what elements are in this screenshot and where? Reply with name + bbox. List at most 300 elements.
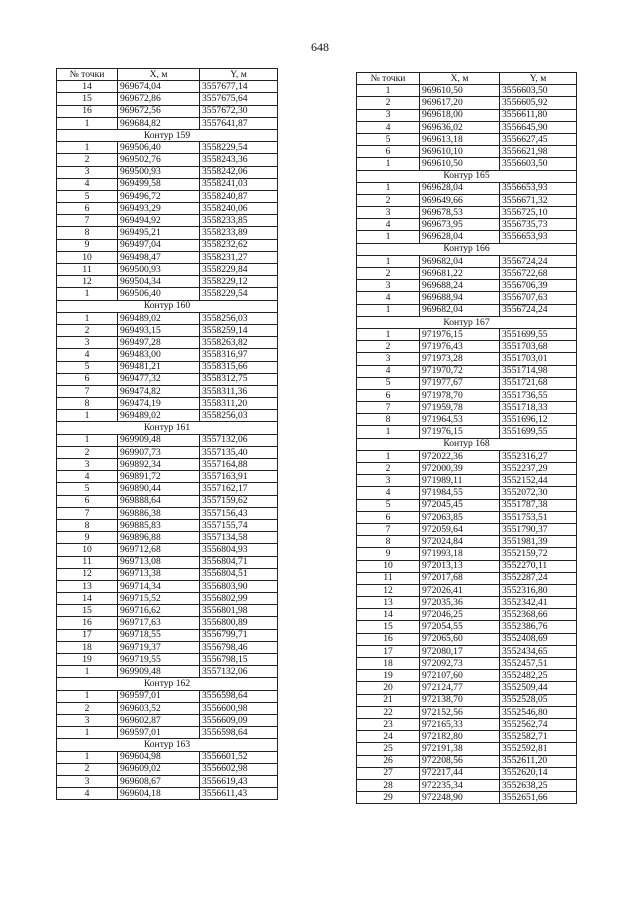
table-row (357, 328, 577, 340)
x-coordinate-cell: 969489,02 (118, 410, 200, 422)
table-row (357, 268, 577, 280)
point-number-cell: 12 (357, 584, 420, 596)
table-row (357, 706, 577, 718)
table-row (57, 105, 278, 117)
point-number-cell: 7 (357, 523, 420, 535)
x-coordinate-cell: 969892,34 (118, 459, 200, 471)
point-number-cell: 4 (357, 292, 420, 304)
x-coordinate-cell: 969506,40 (118, 142, 200, 154)
point-number-cell: 4 (357, 365, 420, 377)
x-coordinate-cell: 969681,22 (420, 268, 500, 280)
x-coordinate-cell: 969610,50 (420, 158, 500, 170)
table-row (357, 633, 577, 645)
x-coordinate-cell: 969617,20 (420, 97, 500, 109)
contour-heading-row (357, 438, 577, 450)
x-coordinate-cell: 969636,02 (420, 121, 500, 133)
y-coordinate-cell: 3551736,55 (500, 389, 577, 401)
point-number-cell: 6 (357, 389, 420, 401)
point-number-cell: 13 (57, 580, 118, 592)
table-row (357, 670, 577, 682)
point-number-cell: 18 (57, 641, 118, 653)
point-number-cell: 5 (357, 377, 420, 389)
table-row (57, 446, 278, 458)
x-coordinate-cell: 969483,00 (118, 349, 200, 361)
x-coordinate-cell: 969891,72 (118, 471, 200, 483)
point-number-cell: 2 (57, 324, 118, 336)
x-coordinate-cell: 971976,43 (420, 341, 500, 353)
x-coordinate-cell: 971978,70 (420, 389, 500, 401)
table-row (57, 203, 278, 215)
y-coordinate-cell: 3556653,93 (500, 182, 577, 194)
y-coordinate-cell: 3552546,80 (500, 706, 577, 718)
x-coordinate-cell: 972045,45 (420, 499, 500, 511)
x-coordinate-cell: 969907,73 (118, 446, 200, 458)
point-number-cell: 19 (357, 670, 420, 682)
point-number-cell: 3 (57, 166, 118, 178)
table-row (357, 682, 577, 694)
table-row (357, 621, 577, 633)
table-row (57, 166, 278, 178)
x-coordinate-cell: 969618,00 (420, 109, 500, 121)
point-number-cell: 1 (57, 142, 118, 154)
point-number-cell: 10 (357, 560, 420, 572)
y-coordinate-cell: 3556707,63 (500, 292, 577, 304)
x-coordinate-cell: 969489,02 (118, 312, 200, 324)
y-coordinate-cell: 3552482,25 (500, 670, 577, 682)
table-row (357, 377, 577, 389)
x-coordinate-cell: 969628,04 (420, 231, 500, 243)
x-coordinate-cell: 969628,04 (420, 182, 500, 194)
table-row (357, 609, 577, 621)
x-coordinate-cell: 969717,63 (118, 617, 200, 629)
y-coordinate-cell: 3558259,14 (200, 324, 278, 336)
table-row (57, 690, 278, 702)
x-coordinate-cell: 969719,37 (118, 641, 200, 653)
y-coordinate-cell: 3556798,15 (200, 654, 278, 666)
x-coordinate-cell: 969682,04 (420, 304, 500, 316)
table-row (57, 288, 278, 300)
x-coordinate-cell: 969597,01 (118, 690, 200, 702)
x-coordinate-cell: 971984,55 (420, 487, 500, 499)
point-number-cell: 8 (357, 414, 420, 426)
y-coordinate-cell: 3552386,76 (500, 621, 577, 633)
y-coordinate-cell: 3558240,87 (200, 190, 278, 202)
table-row (357, 414, 577, 426)
point-number-cell: 10 (57, 544, 118, 556)
y-coordinate-cell: 3551696,12 (500, 414, 577, 426)
y-coordinate-cell: 3556724,24 (500, 304, 577, 316)
y-coordinate-cell: 3558312,75 (200, 373, 278, 385)
point-number-cell: 18 (357, 658, 420, 670)
y-coordinate-cell: 3557164,88 (200, 459, 278, 471)
table-row (57, 519, 278, 531)
x-coordinate-cell: 969604,18 (118, 788, 200, 800)
y-coordinate-cell: 3552159,72 (500, 548, 577, 560)
x-coordinate-cell: 972059,64 (420, 523, 500, 535)
y-coordinate-cell: 3556735,73 (500, 219, 577, 231)
point-number-cell: 1 (357, 85, 420, 97)
table-row (57, 349, 278, 361)
table-row (57, 775, 278, 787)
point-number-cell: 11 (357, 572, 420, 584)
point-number-cell: 3 (57, 459, 118, 471)
point-number-cell: 26 (357, 755, 420, 767)
y-coordinate-cell: 3552408,69 (500, 633, 577, 645)
page-number: 648 (311, 40, 329, 54)
header-point-number: № точки (357, 73, 420, 85)
y-coordinate-cell: 3552237,29 (500, 463, 577, 475)
x-coordinate-cell: 969477,32 (118, 373, 200, 385)
point-number-cell: 29 (357, 792, 420, 804)
table-row (357, 365, 577, 377)
y-coordinate-cell: 3558316,97 (200, 349, 278, 361)
point-number-cell: 3 (57, 337, 118, 349)
contour-heading-row (57, 300, 278, 312)
contour-heading-row (357, 316, 577, 328)
point-number-cell: 6 (57, 203, 118, 215)
y-coordinate-cell: 3558242,06 (200, 166, 278, 178)
table-row (357, 304, 577, 316)
y-coordinate-cell: 3552434,65 (500, 645, 577, 657)
y-coordinate-cell: 3556804,93 (200, 544, 278, 556)
x-coordinate-cell: 971989,11 (420, 475, 500, 487)
x-coordinate-cell: 972065,60 (420, 633, 500, 645)
point-number-cell: 1 (357, 231, 420, 243)
y-coordinate-cell: 3556601,52 (200, 751, 278, 763)
x-coordinate-cell: 972026,41 (420, 584, 500, 596)
y-coordinate-cell: 3557641,87 (200, 117, 278, 129)
point-number-cell: 16 (57, 105, 118, 117)
table-row (357, 463, 577, 475)
point-number-cell: 2 (57, 702, 118, 714)
y-coordinate-cell: 3556619,43 (200, 775, 278, 787)
point-number-cell: 10 (57, 251, 118, 263)
coordinates-table-left (56, 68, 278, 800)
x-coordinate-cell: 972080,17 (420, 645, 500, 657)
table-row (357, 584, 577, 596)
point-number-cell: 6 (57, 373, 118, 385)
point-number-cell: 3 (357, 475, 420, 487)
x-coordinate-cell: 971970,72 (420, 365, 500, 377)
y-coordinate-cell: 3558256,03 (200, 410, 278, 422)
x-coordinate-cell: 969481,21 (118, 361, 200, 373)
x-coordinate-cell: 969896,88 (118, 532, 200, 544)
y-coordinate-cell: 3557162,17 (200, 483, 278, 495)
y-coordinate-cell: 3551753,51 (500, 511, 577, 523)
y-coordinate-cell: 3552620,14 (500, 767, 577, 779)
y-coordinate-cell: 3556801,98 (200, 605, 278, 617)
y-coordinate-cell: 3558232,62 (200, 239, 278, 251)
point-number-cell: 1 (357, 158, 420, 170)
table-row (357, 694, 577, 706)
y-coordinate-cell: 3552457,51 (500, 658, 577, 670)
table-row (357, 194, 577, 206)
x-coordinate-cell: 972017,68 (420, 572, 500, 584)
point-number-cell: 11 (57, 264, 118, 276)
contour-heading: Контур 159 (57, 129, 278, 141)
point-number-cell: 28 (357, 779, 420, 791)
point-number-cell: 21 (357, 694, 420, 706)
x-coordinate-cell: 969713,38 (118, 568, 200, 580)
x-coordinate-cell: 969493,15 (118, 324, 200, 336)
point-number-cell: 1 (57, 666, 118, 678)
table-row (357, 292, 577, 304)
y-coordinate-cell: 3551721,68 (500, 377, 577, 389)
x-coordinate-cell: 969493,29 (118, 203, 200, 215)
x-coordinate-cell: 972217,44 (420, 767, 500, 779)
point-number-cell: 5 (357, 133, 420, 145)
table-row (57, 544, 278, 556)
table-row (357, 219, 577, 231)
point-number-cell: 15 (357, 621, 420, 633)
table-row (57, 568, 278, 580)
point-number-cell: 3 (57, 714, 118, 726)
y-coordinate-cell: 3552651,66 (500, 792, 577, 804)
point-number-cell: 4 (57, 178, 118, 190)
header-y: Y, м (200, 69, 278, 81)
x-coordinate-cell: 969684,82 (118, 117, 200, 129)
y-coordinate-cell: 3558229,54 (200, 142, 278, 154)
y-coordinate-cell: 3552638,25 (500, 779, 577, 791)
y-coordinate-cell: 3556602,98 (200, 763, 278, 775)
table-row (57, 495, 278, 507)
table-row (357, 280, 577, 292)
table-row (57, 312, 278, 324)
y-coordinate-cell: 3556609,09 (200, 714, 278, 726)
point-number-cell: 5 (357, 499, 420, 511)
point-number-cell: 12 (57, 276, 118, 288)
y-coordinate-cell: 3556722,68 (500, 268, 577, 280)
table-row (57, 702, 278, 714)
y-coordinate-cell: 3556621,98 (500, 146, 577, 158)
x-coordinate-cell: 969714,34 (118, 580, 200, 592)
table-row (357, 743, 577, 755)
contour-heading-row (57, 422, 278, 434)
table-row (57, 361, 278, 373)
x-coordinate-cell: 972165,33 (420, 718, 500, 730)
y-coordinate-cell: 3558240,06 (200, 203, 278, 215)
x-coordinate-cell: 971959,78 (420, 402, 500, 414)
x-coordinate-cell: 971976,15 (420, 328, 500, 340)
x-coordinate-cell: 972182,80 (420, 731, 500, 743)
point-number-cell: 3 (57, 775, 118, 787)
y-coordinate-cell: 3551787,38 (500, 499, 577, 511)
y-coordinate-cell: 3556627,45 (500, 133, 577, 145)
table-row (357, 645, 577, 657)
table-row (357, 779, 577, 791)
table-row (57, 81, 278, 93)
point-number-cell: 13 (357, 597, 420, 609)
point-number-cell: 5 (57, 483, 118, 495)
y-coordinate-cell: 3557672,30 (200, 105, 278, 117)
x-coordinate-cell: 969474,19 (118, 398, 200, 410)
x-coordinate-cell: 969682,04 (420, 255, 500, 267)
contour-heading: Контур 161 (57, 422, 278, 434)
table-row (57, 763, 278, 775)
x-coordinate-cell: 972248,90 (420, 792, 500, 804)
point-number-cell: 23 (357, 718, 420, 730)
contour-heading-row (357, 170, 577, 182)
y-coordinate-cell: 3552152,44 (500, 475, 577, 487)
y-coordinate-cell: 3558243,36 (200, 154, 278, 166)
table-row (57, 556, 278, 568)
y-coordinate-cell: 3556671,32 (500, 194, 577, 206)
table-row (57, 727, 278, 739)
table-row (357, 658, 577, 670)
x-coordinate-cell: 972124,77 (420, 682, 500, 694)
y-coordinate-cell: 3557134,58 (200, 532, 278, 544)
point-number-cell: 15 (57, 605, 118, 617)
y-coordinate-cell: 3551790,37 (500, 523, 577, 535)
table-row (357, 121, 577, 133)
header-x: X, м (420, 73, 500, 85)
table-row (57, 605, 278, 617)
table-row (57, 117, 278, 129)
point-number-cell: 1 (357, 255, 420, 267)
x-coordinate-cell: 969494,92 (118, 215, 200, 227)
y-coordinate-cell: 3556706,39 (500, 280, 577, 292)
point-number-cell: 6 (357, 146, 420, 158)
x-coordinate-cell: 969602,87 (118, 714, 200, 726)
contour-heading-row (57, 739, 278, 751)
x-coordinate-cell: 969712,68 (118, 544, 200, 556)
y-coordinate-cell: 3552342,41 (500, 597, 577, 609)
point-number-cell: 1 (57, 288, 118, 300)
table-row (357, 341, 577, 353)
table-row (57, 483, 278, 495)
point-number-cell: 1 (57, 727, 118, 739)
table-row (357, 597, 577, 609)
y-coordinate-cell: 3558229,84 (200, 264, 278, 276)
y-coordinate-cell: 3556605,92 (500, 97, 577, 109)
table-row (57, 227, 278, 239)
point-number-cell: 5 (57, 190, 118, 202)
point-number-cell: 4 (57, 788, 118, 800)
y-coordinate-cell: 3552592,81 (500, 743, 577, 755)
table-row (357, 450, 577, 462)
table-body-right (357, 85, 577, 804)
y-coordinate-cell: 3557163,91 (200, 471, 278, 483)
y-coordinate-cell: 3551981,39 (500, 536, 577, 548)
point-number-cell: 14 (357, 609, 420, 621)
y-coordinate-cell: 3556798,46 (200, 641, 278, 653)
contour-heading-row (57, 678, 278, 690)
y-coordinate-cell: 3552316,27 (500, 450, 577, 462)
y-coordinate-cell: 3557155,74 (200, 519, 278, 531)
table-row (57, 532, 278, 544)
table-row (57, 788, 278, 800)
y-coordinate-cell: 3558263,82 (200, 337, 278, 349)
table-row (357, 207, 577, 219)
x-coordinate-cell: 969495,21 (118, 227, 200, 239)
point-number-cell: 3 (357, 109, 420, 121)
table-row (357, 85, 577, 97)
x-coordinate-cell: 972024,84 (420, 536, 500, 548)
point-number-cell: 2 (357, 463, 420, 475)
x-coordinate-cell: 972208,56 (420, 755, 500, 767)
y-coordinate-cell: 3557156,43 (200, 507, 278, 519)
x-coordinate-cell: 971964,53 (420, 414, 500, 426)
table-row (357, 402, 577, 414)
y-coordinate-cell: 3552611,20 (500, 755, 577, 767)
x-coordinate-cell: 972035,36 (420, 597, 500, 609)
y-coordinate-cell: 3558311,36 (200, 385, 278, 397)
table-row (57, 190, 278, 202)
x-coordinate-cell: 969649,66 (420, 194, 500, 206)
table-row (357, 158, 577, 170)
x-coordinate-cell: 969499,58 (118, 178, 200, 190)
point-number-cell: 2 (57, 763, 118, 775)
table-row (57, 215, 278, 227)
x-coordinate-cell: 972063,85 (420, 511, 500, 523)
point-number-cell: 1 (57, 410, 118, 422)
table-row (57, 654, 278, 666)
point-number-cell: 7 (357, 402, 420, 414)
x-coordinate-cell: 971973,28 (420, 353, 500, 365)
table-row (57, 434, 278, 446)
x-coordinate-cell: 972235,34 (420, 779, 500, 791)
x-coordinate-cell: 969497,28 (118, 337, 200, 349)
y-coordinate-cell: 3556598,64 (200, 690, 278, 702)
x-coordinate-cell: 969716,62 (118, 605, 200, 617)
y-coordinate-cell: 3556724,24 (500, 255, 577, 267)
x-coordinate-cell: 971977,67 (420, 377, 500, 389)
table-row (57, 410, 278, 422)
x-coordinate-cell: 969909,48 (118, 434, 200, 446)
contour-heading-row (357, 243, 577, 255)
contour-heading: Контур 166 (357, 243, 577, 255)
table-row (357, 426, 577, 438)
table-row (57, 373, 278, 385)
table-row (357, 487, 577, 499)
table-row (357, 718, 577, 730)
point-number-cell: 6 (357, 511, 420, 523)
x-coordinate-cell: 969888,64 (118, 495, 200, 507)
y-coordinate-cell: 3552509,44 (500, 682, 577, 694)
point-number-cell: 1 (57, 751, 118, 763)
y-coordinate-cell: 3551718,33 (500, 402, 577, 414)
table-row (57, 385, 278, 397)
table-row (57, 251, 278, 263)
table-row (357, 499, 577, 511)
table-row (357, 755, 577, 767)
y-coordinate-cell: 3557677,14 (200, 81, 278, 93)
y-coordinate-cell: 3556600,98 (200, 702, 278, 714)
x-coordinate-cell: 972046,25 (420, 609, 500, 621)
point-number-cell: 16 (357, 633, 420, 645)
y-coordinate-cell: 3552270,11 (500, 560, 577, 572)
point-number-cell: 27 (357, 767, 420, 779)
y-coordinate-cell: 3558315,66 (200, 361, 278, 373)
x-coordinate-cell: 969597,01 (118, 727, 200, 739)
point-number-cell: 9 (57, 532, 118, 544)
x-coordinate-cell: 972022,36 (420, 450, 500, 462)
table-row (57, 142, 278, 154)
point-number-cell: 2 (57, 154, 118, 166)
point-number-cell: 8 (57, 519, 118, 531)
point-number-cell: 9 (357, 548, 420, 560)
header-x: X, м (118, 69, 200, 81)
point-number-cell: 2 (57, 446, 118, 458)
y-coordinate-cell: 3552368,66 (500, 609, 577, 621)
point-number-cell: 2 (357, 268, 420, 280)
x-coordinate-cell: 971993,18 (420, 548, 500, 560)
point-number-cell: 8 (57, 227, 118, 239)
y-coordinate-cell: 3552316,80 (500, 584, 577, 596)
x-coordinate-cell: 971976,15 (420, 426, 500, 438)
table-row (57, 751, 278, 763)
y-coordinate-cell: 3557675,64 (200, 93, 278, 105)
